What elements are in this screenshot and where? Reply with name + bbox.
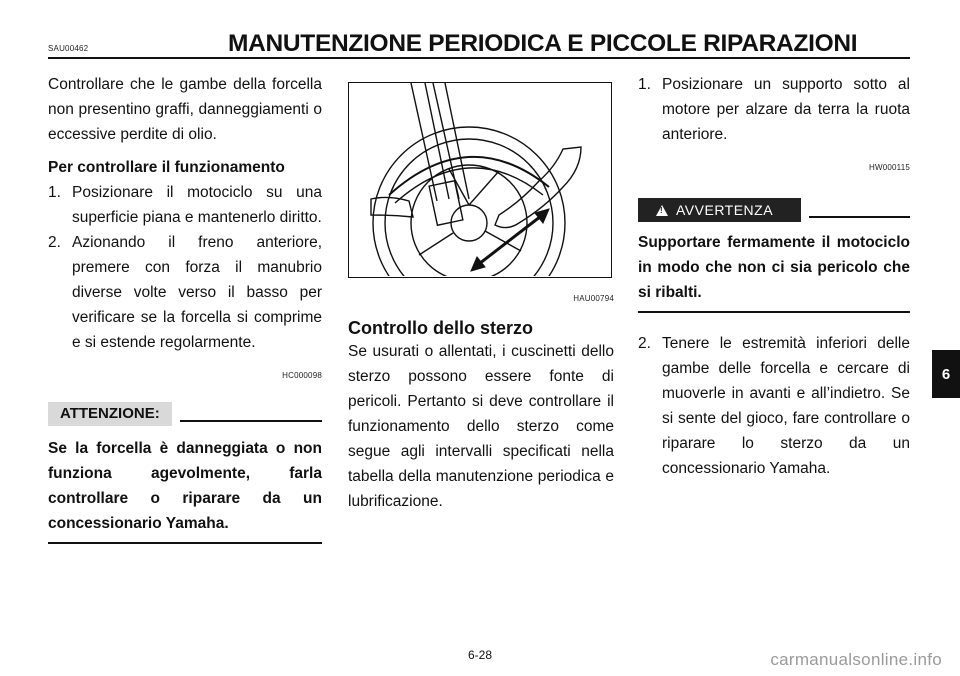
column-middle xyxy=(348,72,614,514)
page-number: 6-28 xyxy=(467,648,493,662)
list-item xyxy=(638,72,910,147)
warning-label: AVVERTENZA xyxy=(676,202,774,218)
caution-header xyxy=(48,402,322,426)
caution-bottom-rule xyxy=(48,542,322,544)
warning-triangle-icon xyxy=(656,205,668,216)
step-number: 1. xyxy=(48,184,61,201)
header-divider xyxy=(48,57,910,59)
warning-label-box xyxy=(638,198,801,222)
step-text: Posizionare un supporto sotto al motore per alzare da terra la ruota anteriore. xyxy=(662,76,910,143)
section-title: Controllo dello sterzo xyxy=(348,318,534,338)
list-item xyxy=(48,180,322,230)
step-text: Tenere le estremità inferiori delle gambe delle forcella e cercare di muoverle in avanti e all’indietro. Se si sente del gioco, fare controllare o riparare lo sterzo da un concessionario Yamaha. xyxy=(662,334,910,477)
intro-paragraph: Controllare che le gambe della forcella non presentino graffi, danneggiamenti o eccessive perdite di olio. xyxy=(48,76,322,143)
step-number: 1. xyxy=(638,76,651,93)
step-number: 2. xyxy=(638,334,651,352)
front-wheel-steering-illustration xyxy=(348,82,612,278)
chapter-tab: 6 xyxy=(932,350,960,398)
caution-text: Se la forcella è danneggiata o non funziona agevolmente, farla controllare o riparare da un concessionario Yamaha. xyxy=(48,440,322,532)
subheading: Per controllare il funzionamento xyxy=(48,159,285,176)
column-left xyxy=(48,72,322,544)
step-number: 2. xyxy=(48,234,61,251)
section-body: Se usurati o allentati, i cuscinetti dello sterzo possono essere fonte di pericoli. Pertanto si deve controllare il funzionamento dello sterzo come segue agli intervalli specificati nella tabella della manutenzione periodica e lubrificazione. xyxy=(348,343,614,510)
step-text: Azionando il freno anteriore, premere con forza il manubrio diverse volte verso il basso per verificare se la forcella si comprime e si estende regolarmente. xyxy=(72,234,322,351)
list-item xyxy=(48,230,322,355)
caution-rule xyxy=(180,420,322,422)
header-section-code: SAU00462 xyxy=(48,44,89,53)
warning-header xyxy=(638,198,910,222)
section-code: HW000115 xyxy=(868,163,910,172)
warning-bottom-rule xyxy=(638,311,910,313)
page-title: MANUTENZIONE PERIODICA E PICCOLE RIPARAZIONI xyxy=(228,30,858,57)
column-right xyxy=(638,72,910,481)
section-code: HAU00794 xyxy=(573,294,614,303)
caution-label: ATTENZIONE: xyxy=(48,402,172,426)
watermark: carmanualsonline.info xyxy=(770,650,942,669)
step-text: Posizionare il motociclo su una superficie piana e mantenerlo diritto. xyxy=(72,184,322,226)
warning-rule xyxy=(809,216,910,218)
section-code: HC000098 xyxy=(282,371,322,380)
warning-text: Supportare fermamente il motociclo in modo che non ci sia pericolo che si ribalti. xyxy=(638,234,910,301)
wheel-fork-icon xyxy=(349,83,610,276)
list-item xyxy=(638,331,910,481)
